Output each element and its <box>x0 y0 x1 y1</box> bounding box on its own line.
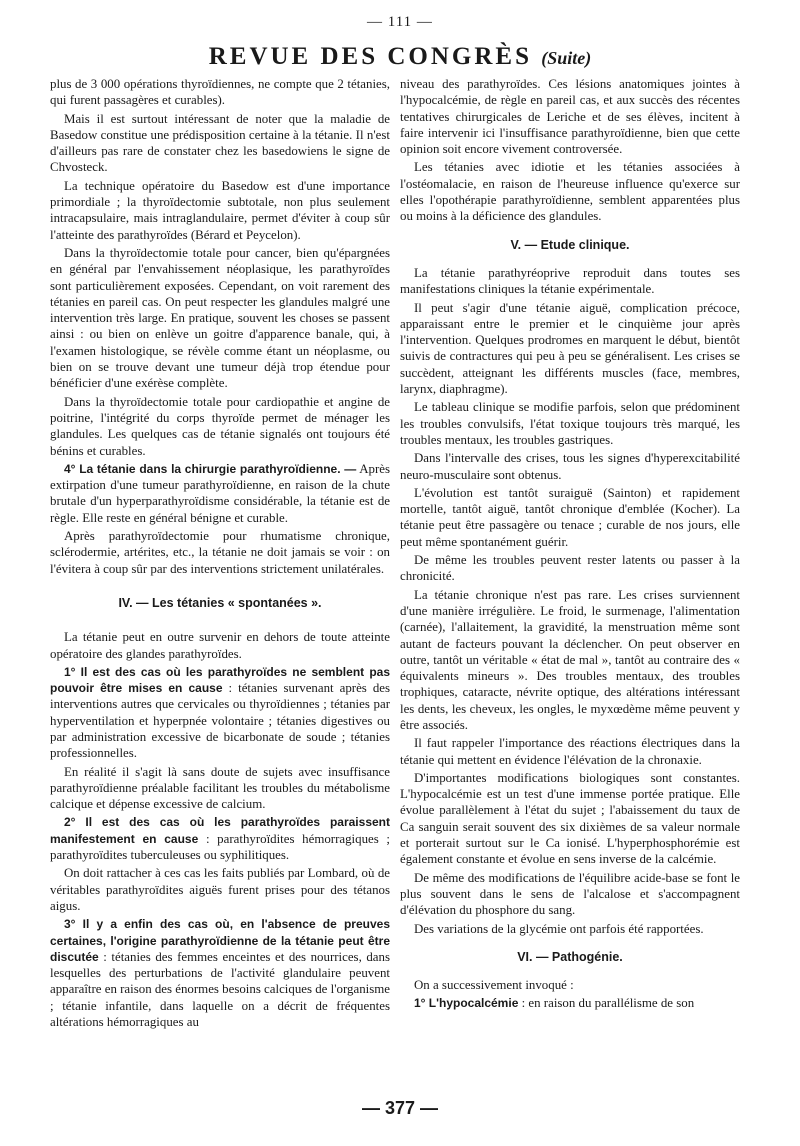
paragraph-body: : parathyroïdites hémorragiques ; parathyroïdites tuberculeuses ou syphilitiques. <box>50 831 390 863</box>
paragraph <box>50 916 390 1030</box>
paragraph-body: : en raison du parallélisme de son <box>521 996 695 1011</box>
paragraph-body: : tétanies survenant après des interventions autres que cervicales ou thyroïdiennes ; tétanies par hyperventilation et hyperpnée volontaire ; tétanies digestives ou par administration excessive de bicarbonate de soude ; tétanies professionnelles. <box>50 681 391 761</box>
paragraph: La tétanie parathyréoprive reproduit dans toutes ses manifestations cliniques la tétanie expérimentale. <box>400 265 740 297</box>
paragraph-lead: 3° Il y a enfin des cas où, en l'absence de preuves certaines, l'origine parathyroïdienne de la tétanie peut être discutée <box>50 917 390 964</box>
paragraph-lead: 2° Il est des cas où les parathyroïdes paraissent manifestement en cause <box>50 815 390 846</box>
paragraph: Les tétanies avec idiotie et les tétanies associées à l'ostéomalacie, en raison de l'heureuse influence qu'exerce sur elles l'opothérapie parathyroïdienne, semblent apparentées plus ou moins à la déficience des glandules. <box>400 160 740 224</box>
paragraph-lead: 1° L'hypocalcémie <box>414 996 519 1011</box>
paragraph <box>50 664 390 762</box>
title-suffix: (Suite) <box>541 48 592 68</box>
paragraph-body: Après extirpation d'une tumeur parathyroïdienne, en raison de la chute brutale d'un hyperparathyroïdisme considérable, la tétanie est de règle. Elle reste en général bénigne et curable. <box>50 461 390 525</box>
paragraph: La tétanie chronique n'est pas rare. Les crises surviennent d'une manière irrégulière. Le froid, le surmenage, l'alimentation (carnée), l'allaitement, la gravidité, la menstruation même sont autant de facteurs pouvant la déclencher. On peut observer en outre, tantôt un véritable « état de mal », tantôt au contraire des « équivalents mineurs ». Des troubles mentaux, des troubles trophiques, cataracte, névrite optique, des altérations intéressant les dents, les cheveux, les ongles, le myxœdème même peuvent y être associés. <box>400 587 740 732</box>
paragraph-lead: 4° La tétanie dans la chirurgie parathyroïdienne. — <box>64 461 357 476</box>
paragraph: On doit rattacher à ces cas les faits publiés par Lombard, où de véritables parathyroïdites aiguës furent prises pour des tétanos aigus. <box>50 866 390 913</box>
paragraph: Des variations de la glycémie ont parfois été rapportées. <box>414 921 704 936</box>
paragraph: Après parathyroïdectomie pour rhumatisme chronique, sclérodermie, artérites, etc., la tétanie ne doit jamais se voir : on l'évitera à coup sûr par des interventions strictement unilatérales. <box>50 529 390 576</box>
paragraph <box>50 461 390 526</box>
paragraph: De même des modifications de l'équilibre acide-base se font le plus souvent dans le sens de l'alcalose et s'accompagnent d'élévation du phosphore du sang. <box>400 870 740 918</box>
section-heading-v: V. — Etude clinique. <box>510 237 630 252</box>
paragraph: Le tableau clinique se modifie parfois, selon que prédominent les troubles convulsifs, l'état toxique toujours très marqué, les troubles mentaux, les troubles gastriques. <box>400 400 740 447</box>
paragraph: Dans l'intervalle des crises, tous les signes d'hyperexcitabilité neuro-musculaire sont obtenus. <box>400 451 740 482</box>
paragraph: La tétanie peut en outre survenir en dehors de toute atteinte opératoire des glandes parathyroïdes. <box>50 630 390 661</box>
paragraph: D'importantes modifications biologiques sont constantes. L'hypocalcémie est un test d'une immense portée pratique. Elle évolue parallèlement à l'état du sujet ; l'abaissement du taux de Ca sanguin serait souvent des six dixièmes de sa valeur normale et porterait surtout sur le Ca ionisé. L'hyperphosphorémie est également constante et évolue en sens inverse de la calcémie. <box>400 770 740 867</box>
journal-title: REVUE DES CONGRÈS <box>208 43 532 70</box>
paragraph: La technique opératoire du Basedow est d'une importance primordiale ; la thyroïdectomie subtotale, non plus seulement intracapsulaire, mais intraglandulaire, permet d'éviter à coup sûr l'atteinte des parathyroïdes (Bérard et Peycelon). <box>50 178 390 242</box>
paragraph: niveau des parathyroïdes. Ces lésions anatomiques jointes à l'hypocalcémie, de règle en pareil cas, et aux succès des récentes tentatives chirurgicales de Leriche et de ses élèves, incitent à faire intervenir ici l'insuffisance parathyroïdienne, bien que cette opinion soit encore vivement controversée. <box>400 77 740 157</box>
paragraph: Mais il est surtout intéressant de noter que la maladie de Basedow constitue une prédisposition certaine à la tétanie. Il n'est d'ailleurs pas rare de constater chez les basedowiens le signe de Chvosteck. <box>50 111 390 175</box>
paragraph: En réalité il s'agit là sans doute de sujets avec insuffisance parathyroïdienne préalable facilitant les troubles du métabolisme calcique et dépense excessive de calcium. <box>50 764 390 812</box>
paragraph <box>400 995 740 1011</box>
paragraph: Dans la thyroïdectomie totale pour cancer, bien qu'épargnées en général par l'envahissement néoplasique, les parathyroïdes sont particulièrement exposées. Cependant, on voit rarement des tétanies en pareil cas. On peut respecter les glandules malgré une intervention très large. En pratique, souvent les choses se passent ainsi : ou bien on enlève un goitre d'apparence banale, qui, à l'examen histologique, se révèle comme étant un néoplasme, ou bien on se trouve devant une tumeur déjà trop étendue pour bénéficier d'une exérèse complète. <box>50 245 390 391</box>
paragraph: Dans la thyroïdectomie totale pour cardiopathie et angine de poitrine, l'intégrité du corps thyroïde permet de ménager les glandules. Les quelques cas de tétanie signalés ont toujours été bénins et curables. <box>50 394 390 458</box>
section-heading-iv: IV. — Les tétanies « spontanées ». <box>118 595 322 610</box>
paragraph-lead: 1° Il est des cas où les parathyroïdes ne semblent pas pouvoir être mises en cause <box>50 664 390 696</box>
left-column <box>50 76 390 1032</box>
section-heading-vi: VI. — Pathogénie. <box>517 949 623 964</box>
paragraph: plus de 3 000 opérations thyroïdiennes, ne compte que 2 tétanies, qui furent passagères et curables). <box>50 77 390 108</box>
bottom-page-number: — 377 — <box>361 1098 439 1118</box>
paragraph <box>50 814 390 863</box>
paragraph: De même les troubles peuvent rester latents ou passer à la chronicité. <box>400 553 740 584</box>
paragraph: Il peut s'agir d'une tétanie aiguë, complication précoce, apparaissant entre le premier et le cinquième jour après l'intervention. Quelques prodromes en marquent le début, bientôt suivis de contractures qui peu à peu se généralisent. Les crises se succèdent, atteignant les différents muscles (face, membres, larynx, diaphragme). <box>400 300 740 397</box>
paragraph: Il faut rappeler l'importance des réactions électriques dans la tétanie qui mettent en évidence l'élévation de la chronaxie. <box>400 736 740 767</box>
top-page-number: — 111 — <box>367 14 433 30</box>
right-column <box>400 76 740 1014</box>
running-title <box>0 42 800 73</box>
paragraph-body: : tétanies des femmes enceintes et des nourrices, dans lesquelles des perturbations de l'activité glandulaire peuvent apparaître en raison des énormes besoins calciques de l'organisme ; tétanie infantile, dans laquelle on a décrit de fréquentes altérations hémorragiques au <box>50 949 390 1030</box>
paragraph: L'évolution est tantôt suraiguë (Sainton) et rapidement mortelle, tantôt aiguë, tantôt chronique d'emblée (Kocher). La tétanie peut être passagère ou tenace ; curable de nos jours, elle peut même spontanément guérir. <box>400 485 740 549</box>
paragraph: On a successivement invoqué : <box>414 978 574 993</box>
